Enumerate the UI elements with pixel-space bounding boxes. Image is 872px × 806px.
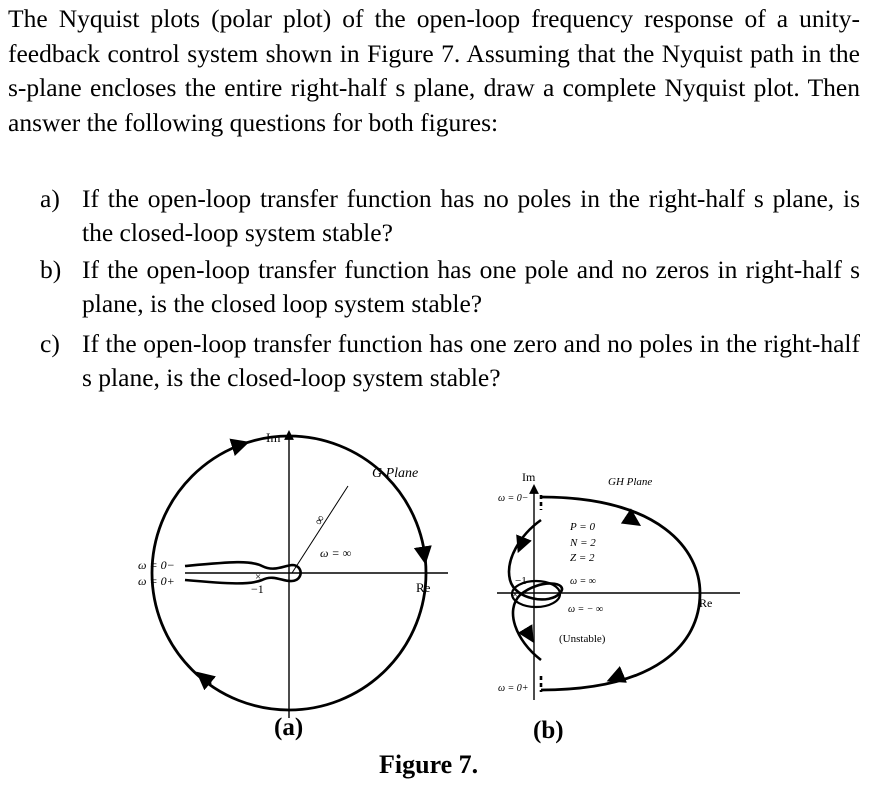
figure-b-z: Z = 2 [570,552,595,564]
figure-a-minus-one: −1 [251,582,264,596]
question-b-text: If the open-loop transfer function has one pole and no zeros in right-half s plane, is the closed loop system stable? [82,255,860,318]
figure-b-arrow-inner-bottom [526,630,532,640]
figure-a-omega-zero-plus: ω = 0+ [138,574,175,588]
figure-b-minus-one: −1 [515,575,527,587]
figure-a-im-label: Im [266,430,281,445]
figure-a-omega-zero-minus: ω = 0− [138,558,175,572]
figure-b-critical-point-mark: × [512,589,519,601]
figure-a-infinity-mark: ∞ [310,512,329,528]
figure-b-omega-inf: ω = ∞ [570,576,596,587]
figure-b-plane-label: GH Plane [608,476,653,488]
figure-b-omega-zero-minus: ω = 0− [498,493,529,504]
question-a-text: If the open-loop transfer function has no poles in the right-half s plane, is the closed-loop system stable? [82,184,860,247]
figure-b-omega-zero-plus: ω = 0+ [498,683,529,694]
figure-a-critical-point-mark: × [255,571,262,583]
figure-a-label: (a) [274,714,304,741]
question-c-text: If the open-loop transfer function has one zero and no poles in the right-half s plane, is the closed-loop system stable? [82,329,860,392]
figure-a-omega-inf: ω = ∞ [320,546,352,560]
figure-b [497,470,740,744]
figure-a-plane-label: G Plane [372,466,419,481]
figure-b-omega-minus-inf: ω = − ∞ [568,604,604,615]
question-b-label: b) [40,255,62,284]
question-c-label: c) [40,329,60,358]
figure-caption: Figure 7. [379,750,479,779]
question-a-label: a) [40,184,60,213]
figure-b-im-label: Im [522,470,536,484]
figure-b-status: (Unstable) [559,633,606,645]
figure-a-re-label: Re [416,580,431,595]
figure-b-arrow-upper [626,516,638,524]
figure-b-p: P = 0 [570,521,595,533]
problem-intro: The Nyquist plots (polar plot) of the open-loop frequency response of a unity-feedback control system shown in Figure 7. Assuming that the Nyquist path in the s-plane encloses the entire right-half s plane, draw a complete Nyquist plot. Then answer the following questions for both figures: [8,4,860,137]
figure-b-re-label: Re [699,596,713,610]
figure-a [138,430,448,741]
figure-b-label: (b) [533,717,564,744]
figure-b-n: N = 2 [570,537,596,549]
